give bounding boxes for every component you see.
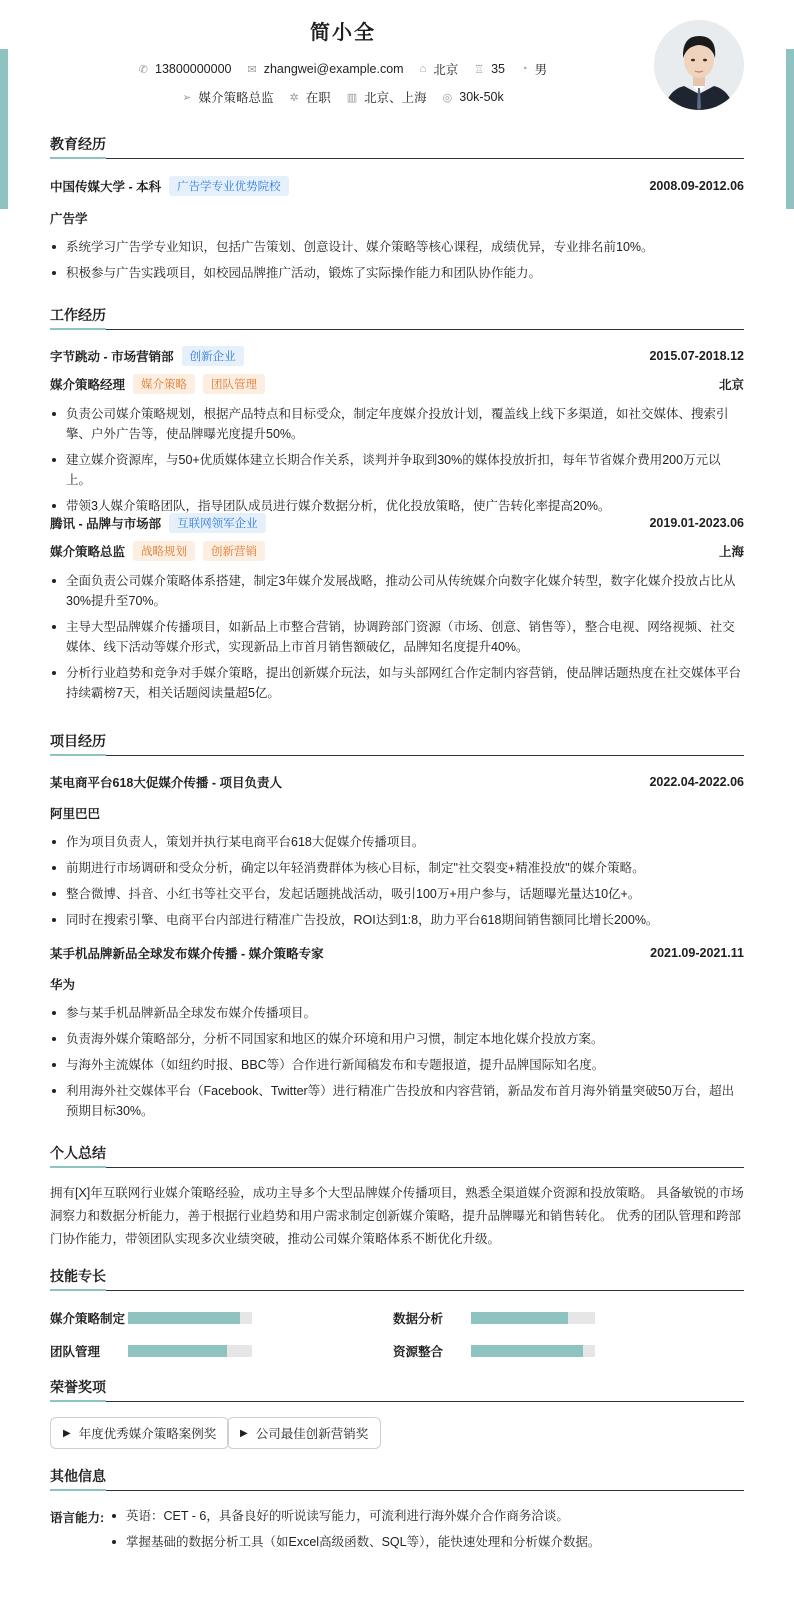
work-bullets: [50, 404, 744, 516]
home-icon: ⌂: [419, 63, 427, 75]
position-item: [182, 88, 273, 106]
salary-item: [443, 88, 504, 106]
building-icon: ▥: [346, 91, 358, 104]
work-header: [50, 346, 744, 366]
award-name: 公司最佳创新营销奖: [255, 1427, 369, 1441]
skill-bar-fill: [471, 1312, 568, 1324]
list-item: 主导大型品牌媒介传播项目，如新品上市整合营销，协调跨部门资源（市场、创意、销售等），整合电视、网络视频、社交媒体、线下活动等媒介形式，实现新品上市首月销售额破亿，品牌知名度提升40%。: [50, 617, 744, 657]
list-item: 整合微博、抖音、小红书等社交平台，发起话题挑战活动，吸引100万+用户参与，话题曝光量达10亿+。: [50, 884, 744, 904]
skill-bar-fill: [471, 1345, 583, 1357]
section-other: 其他信息: [50, 1466, 744, 1491]
section-summary: 个人总结: [50, 1143, 744, 1168]
skill-bar: [128, 1312, 252, 1324]
resume-header: [50, 0, 744, 120]
skill-bar: [128, 1345, 252, 1357]
section-projects: 项目经历: [50, 731, 744, 756]
gender-text: 男: [534, 63, 548, 77]
list-item: 负责公司媒介策略规划，根据产品特点和目标受众，制定年度媒介投放计划，覆盖线上线下多渠道，如社交媒体、搜索引擎、户外广告等，使品牌曝光度提升50%。: [50, 404, 744, 444]
skill-item: [50, 1309, 252, 1327]
section-awards: 荣誉奖项: [50, 1377, 744, 1402]
skill-name: 资源整合: [393, 1345, 444, 1359]
skill-tag: 媒介策略: [133, 374, 195, 394]
skill-tag: 创新营销: [203, 541, 265, 561]
list-item: 前期进行市场调研和受众分析，确定以年轻消费群体为核心目标，制定"社交裂变+精准投放"的媒介策略。: [50, 858, 744, 878]
send-icon: ➢: [182, 91, 192, 104]
project-client: 华为: [50, 978, 76, 992]
skill-item: [393, 1342, 595, 1360]
status-text: 在职: [305, 91, 331, 105]
project-title: 某手机品牌新品全球发布媒介传播 - 媒介策略专家: [50, 947, 324, 961]
summary-text: 拥有[X]年互联网行业媒介策略经验，成功主导多个大型品牌媒介传播项目，熟悉全渠道媒介资源和投放策略。 具备敏锐的市场洞察力和数据分析能力，善于根据行业趋势和用户需求制定创新媒介策略，提升品牌曝光和销售转化。 优秀的团队管理和跨部门协作能力，带领团队实现多次业绩突破，推动公司媒介策略体系不断优化升级。: [50, 1186, 744, 1246]
target-city-text: 北京、上海: [364, 91, 427, 105]
language-label: 语言能力:: [50, 1511, 105, 1525]
award-item: [227, 1417, 381, 1449]
project-entry-2: [50, 944, 744, 1127]
city-item: [420, 60, 459, 78]
project-header: [50, 944, 744, 962]
skill-name: 团队管理: [50, 1345, 101, 1359]
list-item: 系统学习广告学专业知识，包括广告策划、创意设计、媒介策略等核心课程，成绩优异，专业排名前10%。: [50, 237, 744, 257]
list-item: 作为项目负责人，策划并执行某电商平台618大促媒介传播项目。: [50, 832, 744, 852]
work-location: 北京: [718, 378, 744, 392]
education-header: [50, 176, 744, 196]
company-tag: 创新企业: [182, 346, 244, 366]
phone-item: [139, 60, 232, 78]
work-bullets: [50, 571, 744, 703]
skill-tag: 团队管理: [203, 374, 265, 394]
section-work: 工作经历: [50, 305, 744, 330]
work-entry-2: [50, 513, 744, 709]
section-skills: 技能专长: [50, 1266, 744, 1291]
coin-icon: ◎: [442, 91, 453, 104]
company-name: 字节跳动 - 市场营销部: [50, 350, 174, 364]
triangle-right-icon: ▶: [240, 1427, 248, 1439]
company-name: 腾讯 - 品牌与市场部: [50, 517, 162, 531]
left-accent-bar: [0, 49, 8, 209]
education-entry: [50, 176, 744, 289]
list-item: 带领3人媒介策略团队，指导团队成员进行媒介数据分析，优化投放策略，使广告转化率提高20%。: [50, 496, 744, 516]
project-period: 2021.09-2021.11: [650, 946, 744, 960]
contact-row: [50, 60, 636, 78]
education-period: 2008.09-2012.06: [649, 179, 744, 193]
gender-icon: ◔: [521, 63, 528, 75]
work-location: 上海: [718, 545, 744, 559]
work-period: 2015.07-2018.12: [649, 349, 744, 363]
skill-item: [393, 1309, 595, 1327]
skill-bar-fill: [128, 1312, 240, 1324]
phone-icon: ✆: [138, 63, 149, 76]
status-item: [289, 88, 330, 106]
right-accent-bar: [786, 49, 794, 209]
school-tag: 广告学专业优势院校: [169, 176, 289, 196]
city-text: 北京: [433, 63, 459, 77]
list-item: 全面负责公司媒介策略体系搭建，制定3年媒介发展战略，推动公司从传统媒介向数字化媒介转型，数字化媒介投放占比从30%提升至70%。: [50, 571, 744, 611]
avatar: [654, 20, 744, 110]
job-title: 媒介策略总监: [50, 545, 126, 559]
candidate-name: 简小全: [310, 22, 376, 44]
mail-icon: ✉: [247, 63, 257, 76]
triangle-right-icon: ▶: [63, 1427, 71, 1439]
skill-name: 数据分析: [393, 1312, 444, 1326]
work-period: 2019.01-2023.06: [649, 516, 744, 530]
award-name: 年度优秀媒介策略案例奖: [78, 1427, 217, 1441]
gender-item: [521, 60, 547, 78]
age-item: [474, 60, 505, 78]
project-period: 2022.04-2022.06: [649, 775, 744, 789]
list-item: 参与某手机品牌新品全球发布媒介传播项目。: [50, 1003, 744, 1023]
email-text: zhangwei@example.com: [263, 62, 404, 76]
skill-bar-fill: [128, 1345, 227, 1357]
salary-text: 30k-50k: [459, 90, 504, 104]
project-bullets: [50, 1003, 744, 1121]
company-tag: 互联网领军企业: [169, 513, 266, 533]
major: 广告学: [50, 212, 88, 226]
list-item: 负责海外媒介策略部分，分析不同国家和地区的媒介环境和用户习惯，制定本地化媒介投放方案。: [50, 1029, 744, 1049]
position-text: 媒介策略总监: [198, 91, 274, 105]
education-bullets: [50, 237, 744, 283]
award-item: [50, 1417, 229, 1449]
list-item: 英语：CET - 6，具备良好的听说读写能力，可流利进行海外媒介合作商务洽谈。: [110, 1506, 744, 1526]
resume-page: [50, 0, 744, 1549]
skill-bar: [471, 1312, 595, 1324]
project-bullets: [50, 832, 744, 930]
project-title: 某电商平台618大促媒介传播 - 项目负责人: [50, 776, 282, 790]
list-item: 利用海外社交媒体平台（Facebook、Twitter等）进行精准广告投放和内容营销，新品发布首月海外销量突破50万台，超出预期目标30%。: [50, 1081, 744, 1121]
work-entry-1: [50, 346, 744, 522]
skill-bar: [471, 1345, 595, 1357]
gear-icon: ✲: [289, 91, 299, 104]
list-item: 积极参与广告实践项目，如校园品牌推广活动，锻炼了实际操作能力和团队协作能力。: [50, 263, 744, 283]
age-text: 35: [491, 62, 506, 76]
work-role-row: [50, 541, 744, 561]
job-intent-row: [50, 88, 636, 106]
other-list: [110, 1506, 744, 1558]
list-item: 同时在搜索引擎、电商平台内部进行精准广告投放，ROI达到1:8，助力平台618期间销售额同比增长200%。: [50, 910, 744, 930]
email-item: [248, 60, 404, 78]
skill-tag: 战略规划: [133, 541, 195, 561]
work-header: [50, 513, 744, 533]
cake-icon: ♖: [474, 63, 485, 76]
list-item: 建立媒介资源库，与50+优质媒体建立长期合作关系，谈判并争取到30%的媒体投放折扣，每年节省媒介费用200万元以上。: [50, 450, 744, 490]
skill-name: 媒介策略制定: [50, 1312, 126, 1326]
job-title: 媒介策略经理: [50, 378, 126, 392]
phone-text: 13800000000: [155, 62, 232, 76]
section-education: 教育经历: [50, 134, 744, 159]
target-city-item: [347, 88, 427, 106]
project-entry-1: [50, 773, 744, 936]
project-header: [50, 773, 744, 791]
project-client: 阿里巴巴: [50, 807, 101, 821]
skill-item: [50, 1342, 252, 1360]
list-item: 与海外主流媒体（如纽约时报、BBC等）合作进行新闻稿发布和专题报道，提升品牌国际知名度。: [50, 1055, 744, 1075]
list-item: 分析行业趋势和竞争对手媒介策略，提出创新媒介玩法，如与头部网红合作定制内容营销，使品牌话题热度在社交媒体平台持续霸榜7天，相关话题阅读量超5亿。: [50, 663, 744, 703]
work-role-row: [50, 374, 744, 394]
school-name: 中国传媒大学 - 本科: [50, 180, 162, 194]
list-item: 掌握基础的数据分析工具（如Excel高级函数、SQL等），能快速处理和分析媒介数据。: [110, 1532, 744, 1552]
